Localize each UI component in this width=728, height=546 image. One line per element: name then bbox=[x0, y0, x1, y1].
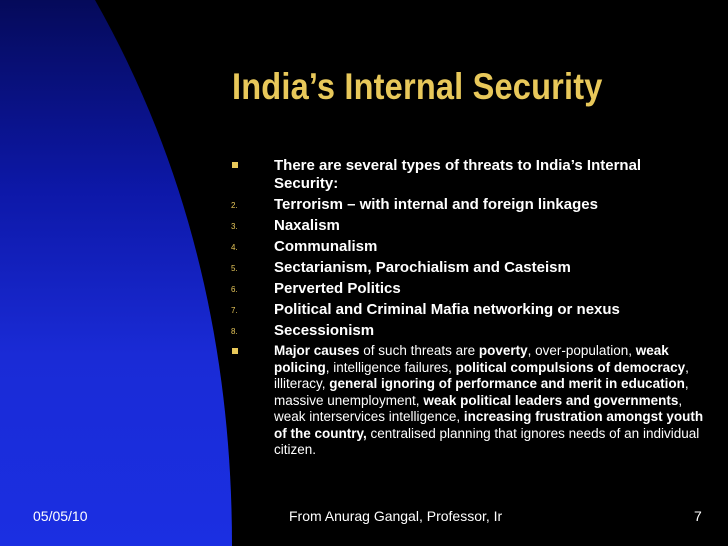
cause-fragment: , weak interservices intelligence, bbox=[274, 392, 683, 424]
list-item bbox=[222, 280, 707, 298]
causes-text bbox=[274, 343, 703, 457]
list-item bbox=[222, 259, 707, 277]
list-item-text: Terrorism – with internal and foreign linkages bbox=[274, 196, 598, 213]
square-bullet-icon bbox=[232, 162, 238, 168]
list-item bbox=[222, 217, 707, 235]
list-item-text: Perverted Politics bbox=[274, 280, 401, 297]
causes-paragraph bbox=[222, 343, 707, 459]
list-item-text: Political and Criminal Mafia networking or nexus bbox=[274, 301, 620, 318]
cause-fragment: Major causes bbox=[274, 343, 360, 358]
list-item bbox=[222, 322, 707, 340]
list-item-text: Communalism bbox=[274, 238, 378, 255]
cause-fragment: , intelligence failures, bbox=[325, 359, 456, 375]
footer-date: 05/05/10 bbox=[33, 508, 88, 524]
cause-fragment: of such threats are bbox=[359, 343, 479, 358]
cause-fragment: , illiteracy, bbox=[274, 359, 689, 391]
footer-credit: From Anurag Gangal, Professor, Ir bbox=[289, 508, 503, 524]
list-item bbox=[222, 301, 707, 319]
list-item-text: Secessionism bbox=[274, 322, 375, 339]
list-item-number: 3. bbox=[231, 222, 238, 231]
square-bullet-icon bbox=[232, 348, 238, 354]
list-item bbox=[222, 157, 707, 193]
cause-fragment: general ignoring of performance and merit in education bbox=[329, 376, 685, 391]
list-item-text: There are several types of threats to India’s Internal Security: bbox=[274, 157, 642, 192]
list-item-text: Sectarianism, Parochialism and Casteism bbox=[274, 259, 571, 276]
cause-fragment: increasing frustration amongst youth of the country, bbox=[274, 409, 704, 441]
bullet-list bbox=[222, 157, 707, 462]
list-item-number: 8. bbox=[231, 327, 238, 336]
cause-fragment: centralised planning that ignores needs of an individual citizen. bbox=[274, 425, 700, 457]
list-item-number: 2. bbox=[231, 201, 238, 210]
cause-fragment: weak policing bbox=[274, 343, 669, 375]
slide-title: India’s Internal Security bbox=[232, 66, 603, 107]
cause-fragment: poverty bbox=[478, 343, 528, 358]
list-item bbox=[222, 196, 707, 214]
list-item-number: 7. bbox=[231, 306, 238, 315]
list-item-number: 4. bbox=[231, 243, 238, 252]
list-item-number: 5. bbox=[231, 264, 238, 273]
list-item bbox=[222, 238, 707, 256]
cause-fragment: , massive unemployment, bbox=[274, 376, 689, 408]
list-item-text: Naxalism bbox=[274, 217, 340, 234]
cause-fragment: , over-population, bbox=[527, 343, 636, 358]
slide-number: 7 bbox=[694, 508, 702, 524]
cause-fragment: weak political leaders and governments bbox=[423, 392, 679, 408]
list-item-number: 6. bbox=[231, 285, 238, 294]
cause-fragment: political compulsions of democracy bbox=[455, 359, 686, 375]
